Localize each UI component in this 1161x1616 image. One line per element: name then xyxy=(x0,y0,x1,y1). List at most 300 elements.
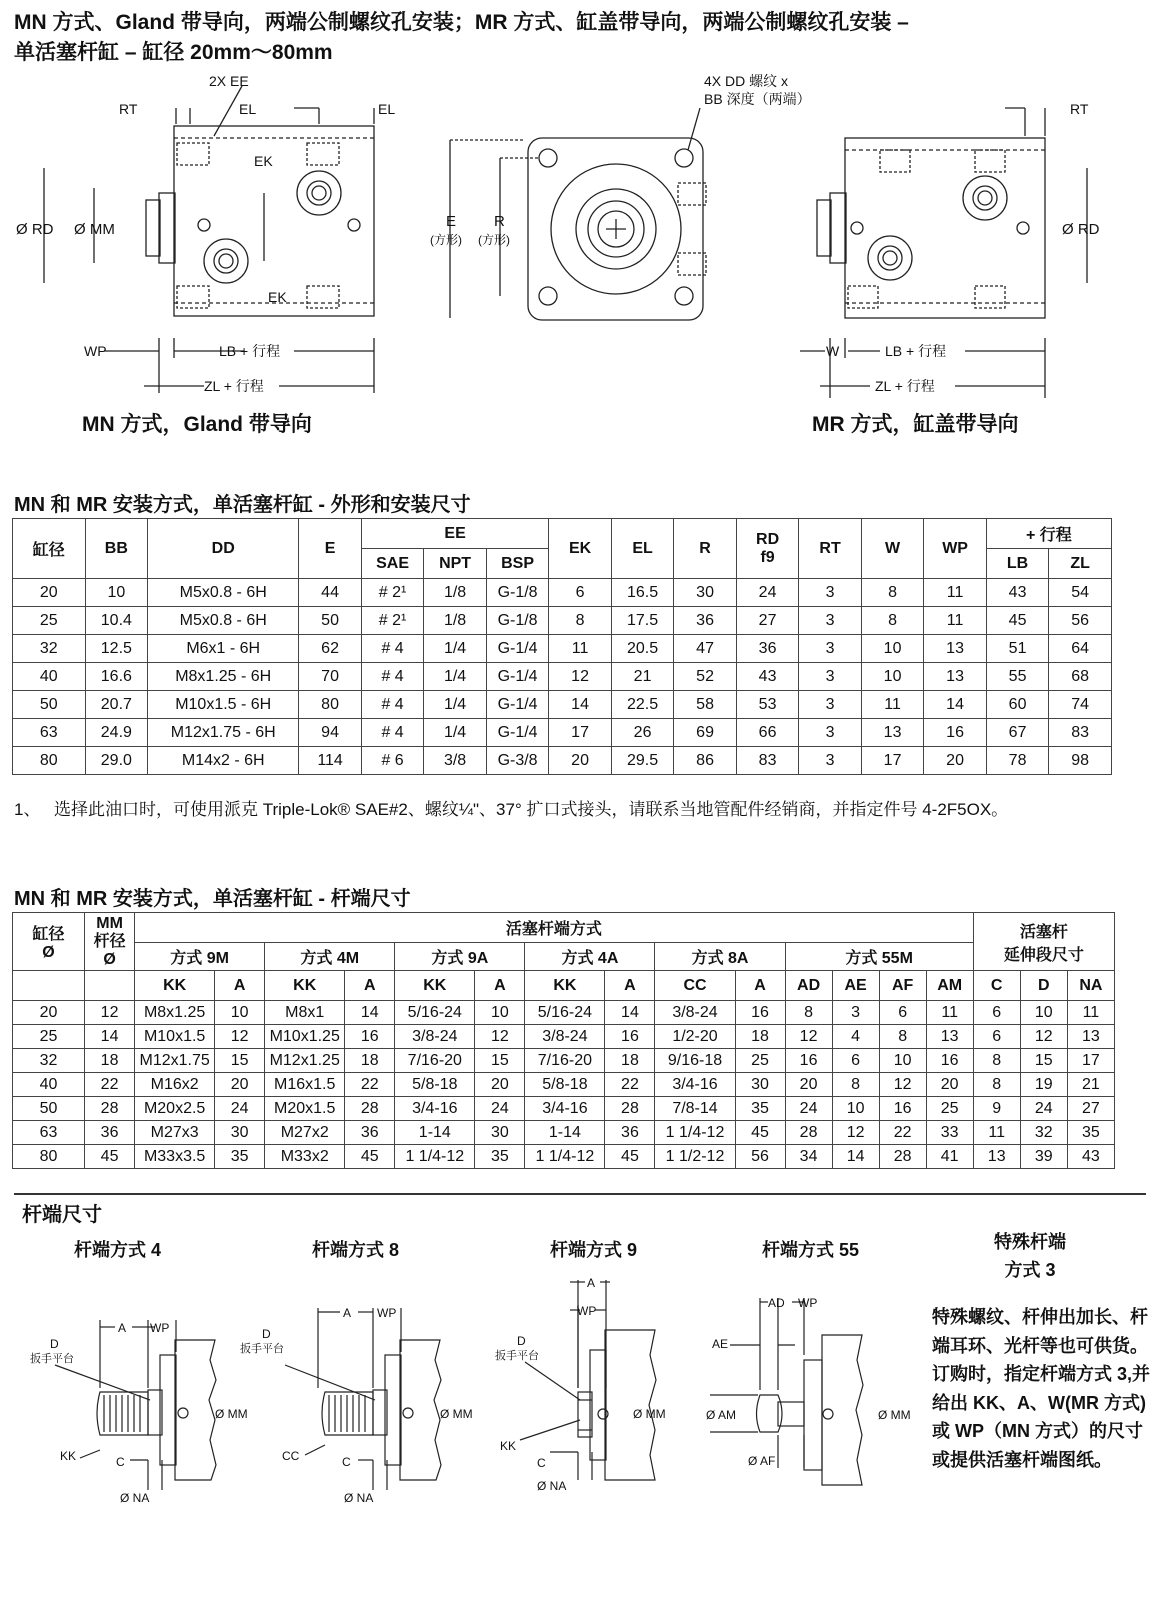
table-cell: 3 xyxy=(799,747,862,775)
table-cell: 28 xyxy=(605,1097,655,1121)
table-cell: 15 xyxy=(1020,1049,1067,1073)
rod-style-55-drawing xyxy=(700,1290,925,1510)
table-cell: 56 xyxy=(735,1145,785,1169)
table-cell: 30 xyxy=(215,1121,265,1145)
rod-style-8-drawing xyxy=(240,1300,480,1525)
col-stroke: + 行程 xyxy=(986,519,1111,549)
table-cell: 3/4-16 xyxy=(655,1073,735,1097)
table-cell: 11 xyxy=(861,691,924,719)
table-row xyxy=(13,1145,1115,1169)
table-cell: 11 xyxy=(1067,1001,1114,1025)
table-cell: 1/4 xyxy=(424,663,487,691)
table-cell: 1 1/2-12 xyxy=(655,1145,735,1169)
s8-label-d: D xyxy=(262,1327,271,1341)
s4-label-kk: KK xyxy=(60,1449,77,1463)
table-cell: 24 xyxy=(1020,1097,1067,1121)
table-cell: M10x1.25 xyxy=(265,1025,345,1049)
table-cell: 24 xyxy=(785,1097,832,1121)
table-cell: 10 xyxy=(475,1001,525,1025)
table-row xyxy=(13,635,1112,663)
table-cell: 58 xyxy=(674,691,737,719)
table-cell: 22 xyxy=(345,1073,395,1097)
table-cell: 4 xyxy=(832,1025,879,1049)
table-cell: 14 xyxy=(832,1145,879,1169)
table-cell: 11 xyxy=(924,579,987,607)
s4-label-c: C xyxy=(116,1455,125,1469)
table-cell: 17 xyxy=(861,747,924,775)
label-e: E xyxy=(446,213,457,230)
label-w: W xyxy=(826,343,840,359)
table-cell: 54 xyxy=(1049,579,1112,607)
col-e: E xyxy=(299,519,362,579)
rod-style-9-title: 杆端方式 9 xyxy=(550,1240,638,1260)
table-cell: M16x2 xyxy=(135,1073,215,1097)
table-cell: 3 xyxy=(799,663,862,691)
table-cell: 68 xyxy=(1049,663,1112,691)
table-cell: 33 xyxy=(926,1121,973,1145)
table-cell: 6 xyxy=(832,1049,879,1073)
table-cell: M27x3 xyxy=(135,1121,215,1145)
table-cell: 8 xyxy=(832,1073,879,1097)
table-cell: 25 xyxy=(735,1049,785,1073)
label-rd-right: Ø RD xyxy=(1062,221,1100,238)
table-cell: 13 xyxy=(926,1025,973,1049)
table-cell: 62 xyxy=(299,635,362,663)
table-cell: 20 xyxy=(924,747,987,775)
table-row xyxy=(13,691,1112,719)
table-cell: 1 1/4-12 xyxy=(395,1145,475,1169)
s4-label-wp: WP xyxy=(150,1321,170,1335)
table-cell: 18 xyxy=(735,1025,785,1049)
table-cell: 29.5 xyxy=(611,747,674,775)
table-cell: 60 xyxy=(986,691,1049,719)
col2-style-9m: 方式 9M xyxy=(135,943,265,971)
table-cell: 5/16-24 xyxy=(395,1001,475,1025)
table-cell: 12 xyxy=(85,1001,135,1025)
col2-extension xyxy=(973,913,1114,971)
table-cell: 27 xyxy=(1067,1097,1114,1121)
table-cell: 36 xyxy=(85,1121,135,1145)
table-cell: # 2¹ xyxy=(361,579,424,607)
label-zl-right: ZL + 行程 xyxy=(875,378,935,394)
table-cell: 74 xyxy=(1049,691,1112,719)
table-cell: 1/4 xyxy=(424,635,487,663)
col2-cc-8a: CC xyxy=(655,971,735,1001)
s4-label-a: A xyxy=(118,1321,127,1335)
footnote xyxy=(14,796,1154,824)
table-cell: 52 xyxy=(674,663,737,691)
table-cell: 20.5 xyxy=(611,635,674,663)
table-cell: # 2¹ xyxy=(361,607,424,635)
table-cell: 3/8-24 xyxy=(655,1001,735,1025)
table-cell: 3/8-24 xyxy=(395,1025,475,1049)
table-cell: 10 xyxy=(215,1001,265,1025)
table-cell: 30 xyxy=(735,1073,785,1097)
col2-empty-1 xyxy=(13,971,85,1001)
label-2x-ee: 2X EE xyxy=(209,73,249,89)
col2-na: NA xyxy=(1067,971,1114,1001)
mr-mount-drawing xyxy=(780,68,1160,408)
col2-kk-9m: KK xyxy=(135,971,215,1001)
table-cell: 5/8-18 xyxy=(395,1073,475,1097)
table-cell: G-1/4 xyxy=(486,719,549,747)
col2-ext-line1: 活塞杆 xyxy=(1019,923,1068,941)
table-cell: 6 xyxy=(549,579,612,607)
col-lb: LB xyxy=(986,549,1049,579)
col2-bore-label: 缸径 xyxy=(32,926,65,943)
table-row xyxy=(13,1097,1115,1121)
label-rt: RT xyxy=(119,101,138,117)
table-cell: 44 xyxy=(299,579,362,607)
rod-style-4-drawing xyxy=(20,1300,260,1525)
col2-a-4m: A xyxy=(345,971,395,1001)
col2-a-4a: A xyxy=(605,971,655,1001)
table-cell: G-1/4 xyxy=(486,691,549,719)
label-e-square: (方形) xyxy=(430,233,462,247)
table-row xyxy=(13,1049,1115,1073)
table-cell: 12 xyxy=(832,1121,879,1145)
s9-label-d: D xyxy=(517,1334,526,1348)
table-cell: # 4 xyxy=(361,719,424,747)
table-cell: 18 xyxy=(85,1049,135,1073)
table-cell: M6x1 - 6H xyxy=(148,635,299,663)
table-cell: 3 xyxy=(799,579,862,607)
s8-label-wp: WP xyxy=(377,1306,397,1320)
table-cell: 16 xyxy=(924,719,987,747)
table-cell: 28 xyxy=(345,1097,395,1121)
label-ek-top: EK xyxy=(254,153,273,169)
col2-bore xyxy=(13,913,85,971)
col-rd xyxy=(736,519,799,579)
table-cell: 16 xyxy=(345,1025,395,1049)
table-cell: 1 1/4-12 xyxy=(525,1145,605,1169)
table-cell: 50 xyxy=(299,607,362,635)
label-el-right: EL xyxy=(378,101,396,117)
table-cell: 30 xyxy=(475,1121,525,1145)
table-cell: # 4 xyxy=(361,663,424,691)
col2-a-9m: A xyxy=(215,971,265,1001)
s9-label-mm: Ø MM xyxy=(633,1407,666,1421)
table-cell: 98 xyxy=(1049,747,1112,775)
table-cell: 80 xyxy=(13,1145,85,1169)
table-cell: M10x1.5 xyxy=(135,1025,215,1049)
table-cell: 16.5 xyxy=(611,579,674,607)
table-cell: 114 xyxy=(299,747,362,775)
table-cell: 20 xyxy=(13,1001,85,1025)
table-cell: 27 xyxy=(736,607,799,635)
col-el: EL xyxy=(611,519,674,579)
table-cell: 22.5 xyxy=(611,691,674,719)
table-cell: 20 xyxy=(215,1073,265,1097)
table-cell: 12 xyxy=(215,1025,265,1049)
mn-mount-drawing xyxy=(14,68,404,408)
table-cell: 35 xyxy=(1067,1121,1114,1145)
table-cell: 7/16-20 xyxy=(395,1049,475,1073)
table-cell: 7/16-20 xyxy=(525,1049,605,1073)
table-cell: 40 xyxy=(13,1073,85,1097)
special-rod-title-1: 特殊杆端 xyxy=(994,1232,1066,1252)
table-cell: 50 xyxy=(13,691,86,719)
table-row xyxy=(13,1121,1115,1145)
table-cell: 20 xyxy=(926,1073,973,1097)
table-cell: G-1/4 xyxy=(486,635,549,663)
col2-am: AM xyxy=(926,971,973,1001)
col2-kk-4m: KK xyxy=(265,971,345,1001)
table-cell: 45 xyxy=(735,1121,785,1145)
table-cell: 36 xyxy=(736,635,799,663)
table-cell: 12 xyxy=(879,1073,926,1097)
label-dd-line1: 4X DD 螺纹 x xyxy=(704,73,789,89)
label-lb: LB + 行程 xyxy=(219,343,281,359)
s55-label-ad: AD xyxy=(768,1296,785,1310)
table-cell: 14 xyxy=(924,691,987,719)
col-sae: SAE xyxy=(361,549,424,579)
table2-title: MN 和 MR 安装方式，单活塞杆缸 - 杆端尺寸 xyxy=(14,888,411,910)
s9-label-kk: KK xyxy=(500,1439,517,1453)
table-cell: 3 xyxy=(799,607,862,635)
table-cell: 3/4-16 xyxy=(395,1097,475,1121)
table-cell: 3/8 xyxy=(424,747,487,775)
table-cell: 16 xyxy=(785,1049,832,1073)
table-cell: M14x2 - 6H xyxy=(148,747,299,775)
s9-label-wp: WP xyxy=(577,1304,597,1318)
s8-label-a: A xyxy=(343,1306,352,1320)
table-cell: G-1/8 xyxy=(486,607,549,635)
col-rd-label: RD xyxy=(756,530,780,548)
col2-mm xyxy=(85,913,135,971)
col-rt: RT xyxy=(799,519,862,579)
table-cell: 10 xyxy=(879,1049,926,1073)
col-dd: DD xyxy=(148,519,299,579)
table-cell: 35 xyxy=(215,1145,265,1169)
table-cell: 67 xyxy=(986,719,1049,747)
col-rd-tol: f9 xyxy=(760,548,775,566)
table-cell: 17 xyxy=(1067,1049,1114,1073)
col2-style-4m: 方式 4M xyxy=(265,943,395,971)
table-cell: 35 xyxy=(475,1145,525,1169)
label-el-left: EL xyxy=(239,101,257,117)
col2-ae: AE xyxy=(832,971,879,1001)
table-cell: 24 xyxy=(475,1097,525,1121)
rod-style-4-title: 杆端方式 4 xyxy=(74,1240,162,1260)
table-row xyxy=(13,747,1112,775)
table-cell: M8x1.25 - 6H xyxy=(148,663,299,691)
table-cell: 12 xyxy=(475,1025,525,1049)
table-cell: 45 xyxy=(85,1145,135,1169)
table-cell: M12x1.75 xyxy=(135,1049,215,1073)
table-cell: 32 xyxy=(13,635,86,663)
s55-label-wp: WP xyxy=(798,1296,818,1310)
label-r-square: (方形) xyxy=(478,233,510,247)
table-row xyxy=(13,663,1112,691)
table-cell: M8x1 xyxy=(265,1001,345,1025)
table-cell: 14 xyxy=(345,1001,395,1025)
table-cell: G-3/8 xyxy=(486,747,549,775)
table-cell: 6 xyxy=(973,1001,1020,1025)
table-cell: 18 xyxy=(345,1049,395,1073)
col-ee: EE xyxy=(361,519,549,549)
s8-label-mm: Ø MM xyxy=(440,1407,473,1421)
table-cell: M10x1.5 - 6H xyxy=(148,691,299,719)
table-cell: 43 xyxy=(736,663,799,691)
table-cell: 25 xyxy=(13,1025,85,1049)
rod-end-table xyxy=(12,912,1115,1169)
table-cell: 20 xyxy=(785,1073,832,1097)
col2-mm-sub: 杆径 xyxy=(93,932,126,950)
table-cell: M5x0.8 - 6H xyxy=(148,607,299,635)
table-cell: 8 xyxy=(861,607,924,635)
label-lb-right: LB + 行程 xyxy=(885,343,947,359)
table-cell: 80 xyxy=(299,691,362,719)
table-cell: 83 xyxy=(1049,719,1112,747)
col-w: W xyxy=(861,519,924,579)
table-cell: 24 xyxy=(215,1097,265,1121)
special-rod-text: 特殊螺纹、杆伸出加长、杆端耳环、光杆等也可供货。订购时，指定杆端方式 3,并给出 KK、A、W(MR 方式)或 WP（MN 方式）的尺寸或提供活塞杆端图纸。 xyxy=(932,1307,1151,1470)
table-cell: 12.5 xyxy=(85,635,148,663)
table-cell: 10.4 xyxy=(85,607,148,635)
table-cell: 13 xyxy=(861,719,924,747)
footnote-number: 1、 xyxy=(14,800,41,819)
table-cell: M16x1.5 xyxy=(265,1073,345,1097)
table-cell: 94 xyxy=(299,719,362,747)
s4-label-wrench: 扳手平台 xyxy=(30,1353,74,1365)
table-cell: 13 xyxy=(973,1145,1020,1169)
table-cell: 3/8-24 xyxy=(525,1025,605,1049)
col-r: R xyxy=(674,519,737,579)
table-cell: 50 xyxy=(13,1097,85,1121)
table-cell: 8 xyxy=(879,1025,926,1049)
table-cell: 11 xyxy=(549,635,612,663)
table-cell: 63 xyxy=(13,719,86,747)
table-cell: 3 xyxy=(832,1001,879,1025)
label-r: R xyxy=(494,213,505,230)
table-cell: 40 xyxy=(13,663,86,691)
table-cell: M5x0.8 - 6H xyxy=(148,579,299,607)
table-cell: 26 xyxy=(611,719,674,747)
table-cell: 20.7 xyxy=(85,691,148,719)
s4-label-mm: Ø MM xyxy=(215,1407,248,1421)
table-cell: 51 xyxy=(986,635,1049,663)
col2-d: D xyxy=(1020,971,1067,1001)
table-cell: M20x2.5 xyxy=(135,1097,215,1121)
col-bsp: BSP xyxy=(486,549,549,579)
table-cell: 14 xyxy=(549,691,612,719)
col2-kk-4a: KK xyxy=(525,971,605,1001)
s9-label-na: Ø NA xyxy=(537,1479,567,1493)
table-cell: 11 xyxy=(924,607,987,635)
table-cell: 78 xyxy=(986,747,1049,775)
table-cell: 35 xyxy=(735,1097,785,1121)
table-row xyxy=(13,607,1112,635)
col2-mm-label: MM xyxy=(96,914,123,932)
table-cell: M33x2 xyxy=(265,1145,345,1169)
table-cell: 1/4 xyxy=(424,691,487,719)
table-cell: G-1/4 xyxy=(486,663,549,691)
table-cell: 45 xyxy=(345,1145,395,1169)
front-view-drawing xyxy=(420,68,840,328)
label-dd-line2: BB 深度（两端） xyxy=(704,91,811,107)
col-ek: EK xyxy=(549,519,612,579)
page-title xyxy=(14,8,1154,68)
table-cell: 8 xyxy=(549,607,612,635)
table-cell: # 6 xyxy=(361,747,424,775)
table-cell: 28 xyxy=(879,1145,926,1169)
table-cell: 10 xyxy=(85,579,148,607)
rod-style-55-title: 杆端方式 55 xyxy=(762,1240,860,1260)
table-cell: # 4 xyxy=(361,635,424,663)
table-cell: 41 xyxy=(926,1145,973,1169)
special-rod-title-2: 方式 3 xyxy=(1004,1260,1056,1280)
table-cell: 45 xyxy=(986,607,1049,635)
table-cell: 63 xyxy=(13,1121,85,1145)
table-cell: G-1/8 xyxy=(486,579,549,607)
table-cell: 19 xyxy=(1020,1073,1067,1097)
table-cell: 6 xyxy=(973,1025,1020,1049)
table-row xyxy=(13,719,1112,747)
table1-title: MN 和 MR 安装方式，单活塞杆缸 - 外形和安装尺寸 xyxy=(14,494,471,516)
table-cell: 16 xyxy=(735,1001,785,1025)
label-zl: ZL + 行程 xyxy=(204,378,264,394)
s9-label-a: A xyxy=(587,1276,596,1290)
table-cell: 14 xyxy=(605,1001,655,1025)
table-cell: 14 xyxy=(85,1025,135,1049)
table-cell: 83 xyxy=(736,747,799,775)
table-cell: 24.9 xyxy=(85,719,148,747)
s55-label-af: Ø AF xyxy=(748,1454,776,1468)
table-cell: 16 xyxy=(926,1049,973,1073)
table-cell: 13 xyxy=(924,635,987,663)
special-rod-title xyxy=(955,1228,1105,1284)
table-cell: 13 xyxy=(924,663,987,691)
s8-label-cc: CC xyxy=(282,1449,300,1463)
table-cell: 9 xyxy=(973,1097,1020,1121)
table-cell: M12x1.25 xyxy=(265,1049,345,1073)
table-cell: 8 xyxy=(785,1001,832,1025)
table-row xyxy=(13,1025,1115,1049)
table-cell: 15 xyxy=(215,1049,265,1073)
rod-style-8-title: 杆端方式 8 xyxy=(312,1240,400,1260)
table-cell: 32 xyxy=(1020,1121,1067,1145)
col2-rod-end: 活塞杆端方式 xyxy=(135,913,974,943)
table-cell: 1/4 xyxy=(424,719,487,747)
table-cell: 3/4-16 xyxy=(525,1097,605,1121)
table-cell: 16.6 xyxy=(85,663,148,691)
table-cell: 34 xyxy=(785,1145,832,1169)
table-cell: 64 xyxy=(1049,635,1112,663)
col-bore: 缸径 xyxy=(13,519,86,579)
table-cell: 12 xyxy=(785,1025,832,1049)
table-cell: 11 xyxy=(973,1121,1020,1145)
col2-mm-symbol: Ø xyxy=(103,950,116,968)
table-cell: 8 xyxy=(973,1073,1020,1097)
table-cell: 56 xyxy=(1049,607,1112,635)
table-cell: 29.0 xyxy=(85,747,148,775)
s55-label-am: Ø AM xyxy=(706,1408,737,1422)
col2-af: AF xyxy=(879,971,926,1001)
table-cell: 7/8-14 xyxy=(655,1097,735,1121)
table-cell: 36 xyxy=(674,607,737,635)
title-line-1: MN 方式、Gland 带导向，两端公制螺纹孔安装；MR 方式、缸盖带导向，两端公制螺纹孔安装 – xyxy=(14,11,909,34)
col2-a-9a: A xyxy=(475,971,525,1001)
s9-label-c: C xyxy=(537,1456,546,1470)
table-cell: 18 xyxy=(605,1049,655,1073)
table-row xyxy=(13,1001,1115,1025)
table-cell: 1-14 xyxy=(525,1121,605,1145)
table-cell: 15 xyxy=(475,1049,525,1073)
table-cell: 9/16-18 xyxy=(655,1049,735,1073)
s4-label-d: D xyxy=(50,1337,59,1351)
rod-section-title: 杆端尺寸 xyxy=(22,1204,102,1226)
